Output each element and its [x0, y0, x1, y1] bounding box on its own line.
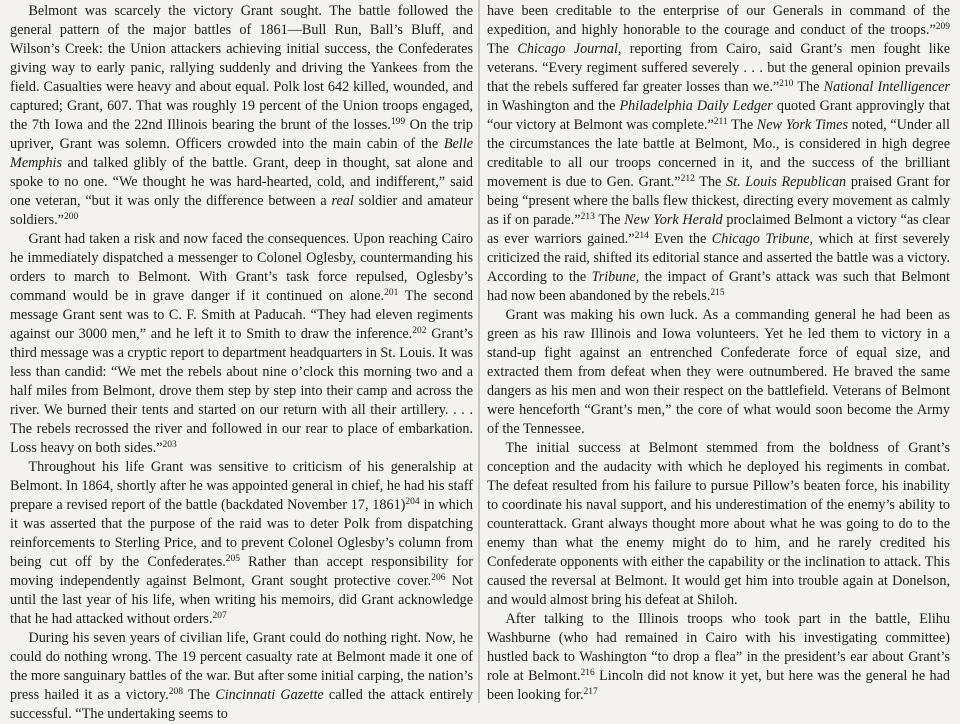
- italic-title: Cincinnati Gazette: [215, 687, 324, 703]
- text-run: soldier and amateur soldiers.”: [10, 193, 473, 228]
- footnote-ref: 203: [162, 440, 177, 450]
- footnote-ref: 215: [710, 288, 725, 298]
- italic-title: New York Times: [756, 117, 848, 133]
- italic-title: National Intelligencer: [823, 79, 950, 95]
- text-run: noted, “Under all the circumstances the late battle at Belmont, Mo., is considered in high degree creditable to all our troops concerned in it, and the success of the brilliant movement is due to Gen. Grant.”: [487, 117, 950, 190]
- text-run: The second message Grant sent was to C. F. Smith at Paducah. “They had eleven regiments against our 3000 men,” and he left it to Smith to draw the inference.: [10, 288, 473, 342]
- text-run: The: [793, 79, 824, 95]
- paragraph: [10, 629, 473, 724]
- footnote-ref: 205: [225, 554, 241, 564]
- paragraph: [487, 439, 950, 610]
- footnote-ref: 217: [583, 687, 598, 697]
- footnote-ref: 202: [412, 326, 427, 336]
- text-run: Grant was making his own luck. As a commanding general he had been as green as his raw Illinois and Iowa volunteers. Yet he led them to victory in a stand-up fight against an entrenched Confederate force of equal size, and extracted them from defeat when they were outnumbered. He braved the same dangers as his men and won their respect on the battlefield. Veterans of Belmont were henceforth “Grant’s men,” the core of what would soon become the Army of the Tennessee.: [487, 307, 950, 437]
- footnote-ref: 207: [212, 611, 227, 621]
- paragraph: [487, 2, 950, 306]
- paragraph: [10, 2, 473, 230]
- text-run: in which it was asserted that the purpose of the raid was to deter Polk from dispatching reinforcements to Sterling Price, and to prevent Colonel Oglesby’s column from being cut off by the Confederates.: [10, 497, 473, 570]
- footnote-ref: 204: [405, 497, 420, 507]
- italic-title: Belle Memphis: [10, 136, 473, 171]
- paragraph: [10, 230, 473, 458]
- text-run: Grant’s third message was a cryptic report to department headquarters in St. Louis. It was less than candid: “We met the rebels about nine o’clock this morning two and a half miles from Belmont, drove them step by step into their camp and across the river. We burned their tents and started on our return with all their artillery. . . . The rebels recrossed the river and followed in our rear to place of embarkation. Loss heavy on both sides.”: [10, 326, 474, 456]
- footnote-ref: 214: [634, 231, 649, 241]
- right-text-column: [487, 2, 950, 703]
- footnote-ref: 199: [390, 117, 406, 127]
- italic-title: real: [331, 193, 354, 209]
- text-run: On the trip upriver, Grant was solemn. Officers crowded into the main cabin of the: [10, 117, 473, 152]
- text-run: Grant had taken a risk and now faced the consequences. Upon reaching Cairo he immediately dispatched a messenger to Colonel Oglesby, countermanding his orders to march to Belmont. With Grant’s task force repulsed, Oglesby’s command would be in grave danger if it continued on alone.: [10, 231, 473, 304]
- footnote-ref: 200: [63, 212, 79, 222]
- italic-title: St. Louis Republican: [726, 174, 847, 190]
- text-run: proclaimed Belmont a victory “as clear as ever warriors gained.”: [487, 212, 950, 247]
- footnote-ref: 210: [779, 79, 794, 89]
- italic-title: New York Herald: [624, 212, 723, 228]
- italic-title: Tribune,: [591, 269, 640, 285]
- text-run: Throughout his life Grant was sensitive to criticism of his generalship at Belmont. In 1864, shortly after he was appointed general in chief, he had his staff prepare a revised report of the battle (backdated November 17, 1861): [10, 459, 473, 513]
- text-run: Belmont was scarcely the victory Grant sought. The battle followed the general pattern of the major battles of 1861—Bull Run, Ball’s Bluff, and Wilson’s Creek: the Union attackers achieving initial success, the Confederates giving way to early panic, rallying suddenly and driving the Yankees from the field. Casualties were heavy and about equal. Polk lost 642 killed, wounded, and captured; Grant, 607. That was roughly 19 percent of the Union troops engaged, the 7th Iowa and the 22nd Illinois bearing the brunt of the losses.: [10, 3, 473, 133]
- text-run: in Washington and the: [487, 98, 620, 114]
- footnote-ref: 208: [168, 687, 183, 697]
- text-run: which at first severely criticized the raid, shifted its editorial stance and asserted the battle was a victory. According to the: [487, 231, 951, 285]
- italic-title: Chicago Journal,: [517, 41, 622, 57]
- text-run: During his seven years of civilian life, Grant could do nothing right. Now, he could do nothing wrong. The 19 percent casualty rate at Belmont made it one of the more sanguinary battles of the war. But after some initial carping, the nation’s press hailed it as a victory.: [10, 630, 473, 703]
- footnote-ref: 212: [680, 174, 695, 184]
- text-run: called the attack entirely successful. “The undertaking seems to: [10, 687, 473, 722]
- text-run: After talking to the Illinois troops who took part in the battle, Elihu Washburne (who had remained in Cairo with his investigating committee) hustled back to Washington “to drop a flea” in the president’s ear about Grant’s role at Belmont.: [487, 611, 950, 684]
- text-run: The: [594, 212, 625, 228]
- text-run: The initial success at Belmont stemmed from the boldness of Grant’s conception and the audacity with which he deployed his regiments in combat. The defeat resulted from his failure to pursue Pillow’s beaten force, his inability to coordinate his naval support, and his underestimation of the enemy’s ability to counterattack. Grant always thought more about what he was going to do to the enemy than what the enemy might do to him, and he rarely credited his Confederate opponents with either the capability or the inclination to attack. This caused the reversal at Belmont. It would get him into trouble again at Donelson, and would almost bring his defeat at Shiloh.: [487, 440, 950, 608]
- text-run: The: [694, 174, 727, 190]
- text-run: the impact of Grant’s attack was such that Belmont had now been abandoned by the rebels.: [487, 269, 950, 304]
- paragraph: [10, 458, 473, 629]
- text-run: praised Grant for being “present where the balls flew thickest, directing every movement as calmly as if on parade.”: [487, 174, 950, 228]
- footnote-ref: 209: [935, 22, 950, 32]
- text-run: Even the: [648, 231, 712, 247]
- text-run: The: [727, 117, 757, 133]
- text-run: have been creditable to the enterprise of our Generals in command of the expedition, and highly honorable to the courage and conduct of the troops.”: [487, 3, 950, 38]
- text-run: The: [487, 41, 518, 57]
- text-run: reporting from Cairo, said Grant’s men fought like veterans. “Every regiment suffered severely . . . but the general opinion prevails that the rebels suffered far greater losses than we.”: [487, 41, 950, 95]
- column-divider: [478, 0, 480, 703]
- footnote-ref: 213: [580, 212, 595, 222]
- text-run: quoted Grant approvingly that “our victory at Belmont was complete.”: [487, 98, 950, 133]
- paragraph: [487, 306, 950, 439]
- paragraph: [487, 610, 950, 705]
- italic-title: Chicago Tribune,: [711, 231, 814, 247]
- text-run: Rather than accept responsibility for moving independently against Belmont, Grant sought protective cover.: [10, 554, 473, 589]
- left-text-column: [10, 2, 474, 722]
- footnote-ref: 206: [431, 573, 446, 583]
- footnote-ref: 211: [713, 117, 728, 127]
- footnote-ref: 201: [384, 288, 399, 298]
- text-run: Lincoln did not know it yet, but here was the general he had been looking for.: [487, 668, 950, 703]
- italic-title: Philadelphia Daily Ledger: [619, 98, 773, 114]
- text-run: The: [182, 687, 216, 703]
- footnote-ref: 216: [580, 668, 595, 678]
- text-run: and talked glibly of the battle. Grant, deep in thought, sat alone and spoke to no one. “We thought he was hard-hearted, cold, and indifferent,” said one veteran, “but it was only the difference between a: [10, 155, 473, 209]
- text-run: Not until the last year of his life, when writing his memoirs, did Grant acknowledge that he had attacked without orders.: [10, 573, 473, 627]
